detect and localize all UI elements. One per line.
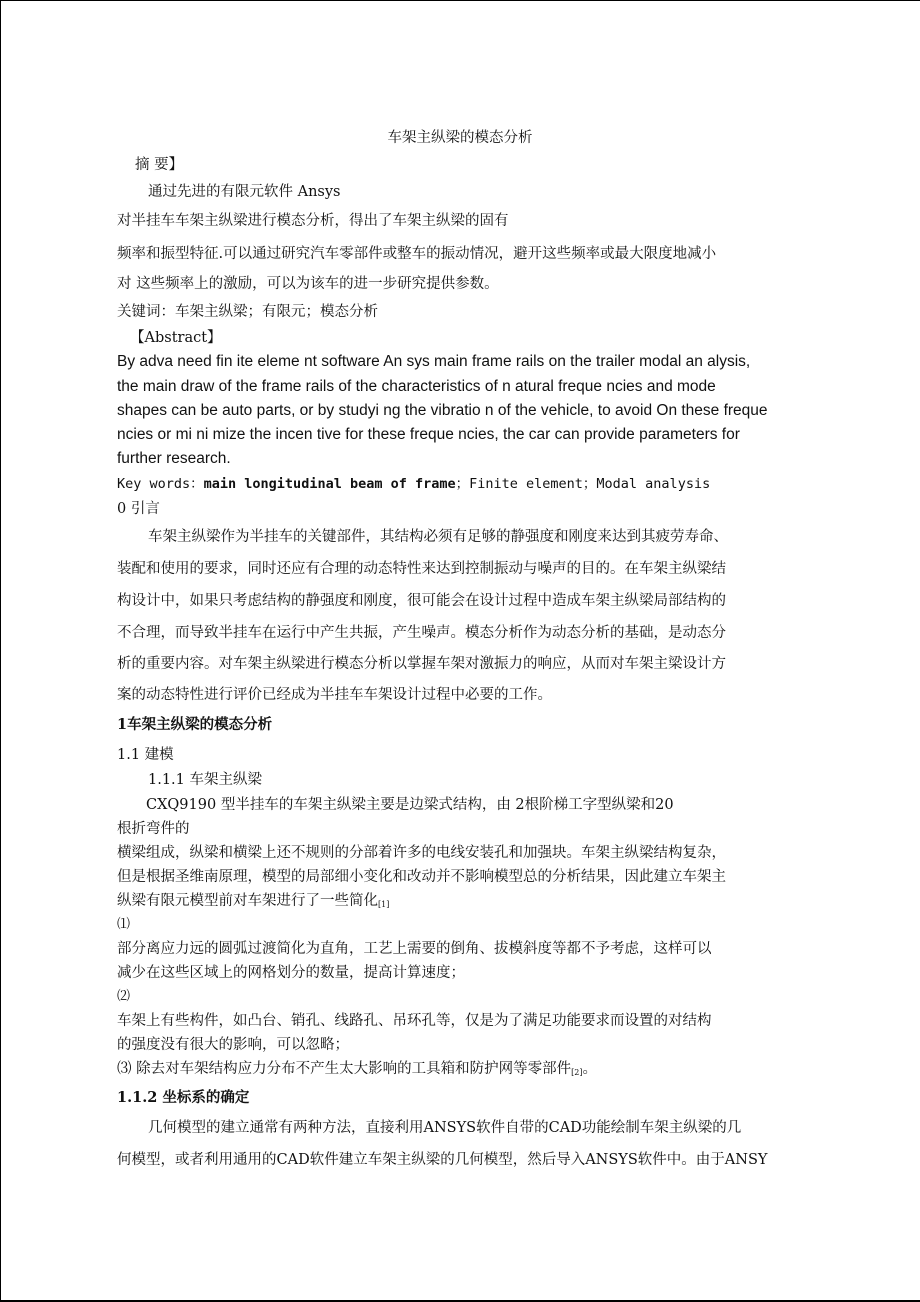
abstract-cn-label: 摘 要】 — [135, 157, 184, 173]
list-item-3-text: ⑶ 除去对车架结构应力分布不产生太大影响的工具箱和防护网等零部件 — [117, 1061, 572, 1077]
page-border-left — [0, 0, 1, 1302]
list-item-2-line: 的强度没有很大的影响，可以忽略； — [117, 1037, 349, 1053]
body-1-1-1-text: 纵梁有限元模型前对车架进行了一些简化 — [117, 893, 378, 909]
abstract-cn-line: 对半挂车车架主纵梁进行模态分析，得出了车架主纵梁的固有 — [117, 213, 509, 229]
intro-line: 不合理，而导致半挂车在运行中产生共振，产生噪声。模态分析作为动态分析的基础，是动态分 — [117, 625, 726, 641]
body-1-1-2-line: 何模型，或者利用通用的CAD软件建立车架主纵梁的几何模型，然后导入ANSYS软件中。由于ANSY — [117, 1152, 768, 1168]
reference-2: [2] — [571, 1068, 583, 1077]
section-1-heading: 1车架主纵梁的模态分析 — [117, 716, 273, 733]
abstract-en-line: shapes can be auto parts, or by studyi ng the vibratio n of the vehicle, to avoid On these freque — [117, 402, 768, 419]
abstract-cn-line: 对 这些频率上的激励，可以为该车的进一步研究提供参数。 — [117, 276, 499, 292]
intro-line: 装配和使用的要求，同时还应有合理的动态特性来达到控制振动与噪声的目的。在车架主纵梁结 — [117, 561, 726, 577]
abstract-cn-line: 频率和振型特征.可以通过研究汽车零部件或整车的振动情况，避开这些频率或最大限度地减小 — [117, 246, 717, 262]
body-1-1-1-line: 根折弯件的 — [117, 821, 190, 837]
abstract-en-line: ncies or mi ni mize the incen tive for these freque ncies, the car can provide parameters for — [117, 426, 740, 443]
intro-line: 析的重要内容。对车架主纵梁进行模态分析以掌握车架对激振力的响应，从而对车架主梁设计方 — [117, 656, 726, 672]
keywords-en-bold: main longitudinal beam of frame — [203, 476, 456, 492]
list-item-3-tail: 。 — [582, 1061, 597, 1077]
intro-heading: 0 引言 — [117, 501, 160, 517]
body-1-1-1-line: CXQ9190 型半挂车的车架主纵梁主要是边梁式结构，由 2根阶梯工字型纵梁和20 — [146, 797, 674, 813]
abstract-cn-line: 通过先进的有限元软件 Ansys — [148, 184, 341, 200]
list-item-1-line: 部分离应力远的圆弧过渡简化为直角，工艺上需要的倒角、拔模斜度等都不予考虑，这样可以 — [117, 941, 712, 957]
list-item-1-marker: ⑴ — [117, 917, 131, 932]
keywords-en — [117, 474, 710, 494]
abstract-en-line: further research. — [117, 450, 231, 467]
intro-line: 车架主纵梁作为半挂车的关键部件，其结构必须有足够的静强度和刚度来达到其疲劳寿命、 — [148, 529, 728, 545]
body-1-1-1-line: 横梁组成，纵梁和横梁上还不规则的分部着许多的电线安装孔和加强块。车架主纵梁结构复杂， — [117, 845, 726, 861]
body-1-1-1-line: 但是根据圣维南原理，模型的局部细小变化和改动并不影响模型总的分析结果，因此建立车架主 — [117, 869, 726, 885]
reference-1: [1] — [378, 900, 390, 909]
subsection-1-1-1: 1.1.1 车架主纵梁 — [148, 772, 263, 788]
body-1-1-1-line — [117, 891, 389, 913]
list-item-2-line: 车架上有些构件，如凸台、销孔、线路孔、吊环孔等，仅是为了满足功能要求而设置的对结构 — [117, 1013, 712, 1029]
keywords-en-rest: ；Finite element；Modal analysis — [455, 476, 711, 492]
keywords-en-label: Key words： — [117, 476, 204, 492]
doc-title: 车架主纵梁的模态分析 — [387, 130, 533, 146]
subsection-1-1: 1.1 建模 — [117, 747, 174, 763]
list-item-1-line: 减少在这些区域上的网格划分的数量，提高计算速度； — [117, 965, 465, 981]
abstract-en-label: 【Abstract】 — [130, 330, 222, 346]
subsection-1-1-2: 1.1.2 坐标系的确定 — [117, 1089, 250, 1106]
intro-line: 构设计中，如果只考虑结构的静强度和刚度，很可能会在设计过程中造成车架主纵梁局部结构的 — [117, 593, 726, 609]
intro-line: 案的动态特性进行评价已经成为半挂车车架设计过程中必要的工作。 — [117, 687, 552, 703]
abstract-en-line: the main draw of the frame rails of the characteristics of n atural freque ncies and mode — [117, 378, 716, 395]
list-item-3 — [117, 1059, 597, 1081]
abstract-en-line: By adva need fin ite eleme nt software An sys main frame rails on the trailer modal an alysis, — [117, 353, 751, 370]
body-1-1-2-line: 几何模型的建立通常有两种方法，直接利用ANSYS软件自带的CAD功能绘制车架主纵梁的几 — [148, 1120, 742, 1136]
keywords-cn: 关键词：车架主纵梁；有限元；模态分析 — [117, 304, 378, 320]
page-border-top — [0, 0, 920, 1]
list-item-2-marker: ⑵ — [117, 989, 131, 1004]
